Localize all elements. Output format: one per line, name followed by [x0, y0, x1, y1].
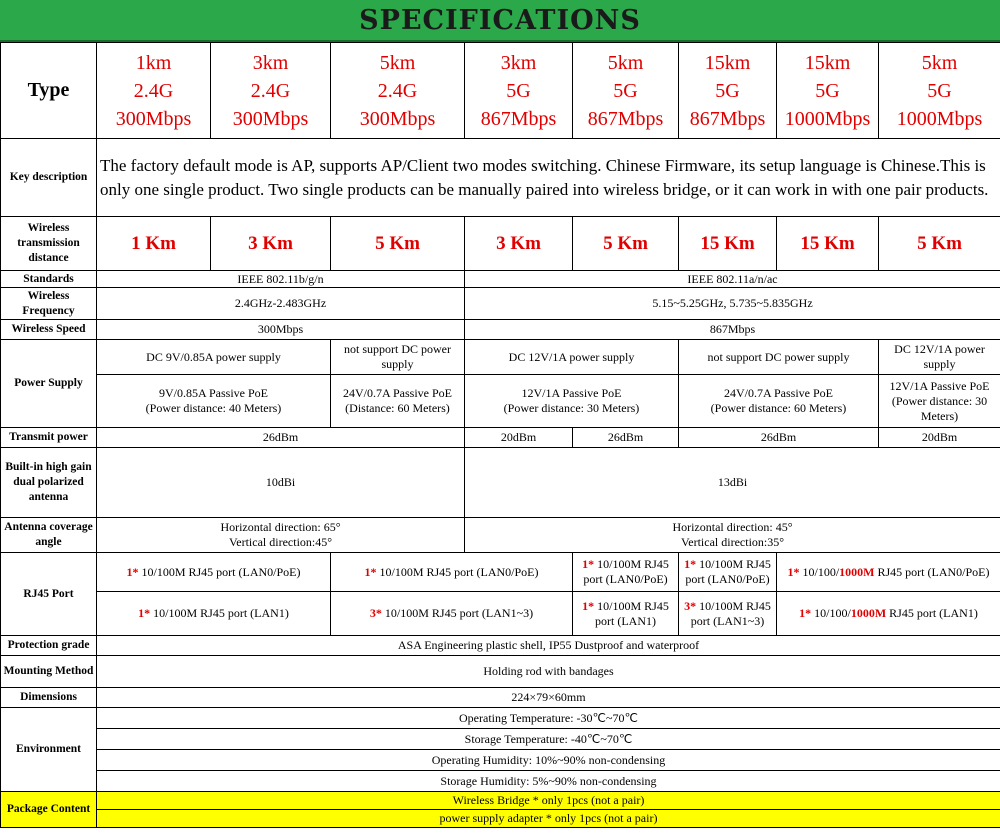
- distance-cell: 5 Km: [879, 217, 1000, 271]
- antenna-5g: 13dBi: [465, 448, 1000, 518]
- antenna-24g: 10dBi: [97, 448, 465, 518]
- speed-24g: 300Mbps: [97, 320, 465, 340]
- power-poe-cell: 12V/1A Passive PoE (Power distance: 30 Meters): [465, 375, 679, 428]
- rj45-row-b: [1, 592, 1000, 636]
- distance-cell: 3 Km: [465, 217, 573, 271]
- row-label-rj45: RJ45 Port: [1, 553, 97, 636]
- row-label-package: Package Content: [1, 792, 97, 828]
- type-cell: 5km 5G 867Mbps: [573, 43, 679, 139]
- power-dc-cell: not support DC power supply: [331, 340, 465, 375]
- type-cell: 15km 5G 867Mbps: [679, 43, 777, 139]
- distance-cell: 1 Km: [97, 217, 211, 271]
- power-poe-cell: 24V/0.7A Passive PoE (Distance: 60 Meters): [331, 375, 465, 428]
- speed-row: [1, 320, 1000, 340]
- key-description-row: [1, 139, 1000, 217]
- power-poe-cell: 12V/1A Passive PoE (Power distance: 30 Meters): [879, 375, 1000, 428]
- protection-row: [1, 636, 1000, 656]
- transmit-cell: 20dBm: [879, 428, 1000, 448]
- power-poe-row: [1, 375, 1000, 428]
- coverage-row: [1, 518, 1000, 553]
- distance-row: [1, 217, 1000, 271]
- type-row: [1, 43, 1000, 139]
- environment-row: [1, 708, 1000, 729]
- power-dc-cell: DC 12V/1A power supply: [465, 340, 679, 375]
- row-label-mounting: Mounting Method: [1, 656, 97, 688]
- transmit-cell: 20dBm: [465, 428, 573, 448]
- rj45-cell: 1* 10/100M RJ45 port (LAN0/PoE): [97, 553, 331, 592]
- rj45-cell: 1* 10/100M RJ45 port (LAN1): [573, 592, 679, 636]
- distance-cell: 3 Km: [211, 217, 331, 271]
- transmit-row: [1, 428, 1000, 448]
- dimensions-row: [1, 688, 1000, 708]
- protection-value: ASA Engineering plastic shell, IP55 Dustproof and waterproof: [97, 636, 1000, 656]
- power-poe-cell: 24V/0.7A Passive PoE (Power distance: 60 Meters): [679, 375, 879, 428]
- type-cell: 3km 2.4G 300Mbps: [211, 43, 331, 139]
- environment-row: [1, 771, 1000, 792]
- distance-cell: 5 Km: [331, 217, 465, 271]
- row-label-standards: Standards: [1, 271, 97, 288]
- environment-value: Storage Temperature: -40℃~70℃: [97, 729, 1000, 750]
- specifications-table: [0, 42, 1000, 828]
- package-item: Wireless Bridge * only 1pcs (not a pair): [97, 792, 1000, 810]
- rj45-cell: 1* 10/100M RJ45 port (LAN0/PoE): [331, 553, 573, 592]
- type-cell: 15km 5G 1000Mbps: [777, 43, 879, 139]
- rj45-cell: 3* 10/100M RJ45 port (LAN1~3): [331, 592, 573, 636]
- standards-row: [1, 271, 1000, 288]
- row-label-power-supply: Power Supply: [1, 340, 97, 428]
- rj45-cell: 1* 10/100M RJ45 port (LAN0/PoE): [679, 553, 777, 592]
- type-cell: 5km 5G 1000Mbps: [879, 43, 1000, 139]
- type-cell: 5km 2.4G 300Mbps: [331, 43, 465, 139]
- environment-value: Storage Humidity: 5%~90% non-condensing: [97, 771, 1000, 792]
- row-label-transmit-power: Transmit power: [1, 428, 97, 448]
- row-label-coverage: Antenna coverage angle: [1, 518, 97, 553]
- row-label-type: Type: [1, 43, 97, 139]
- row-label-frequency: Wireless Frequency: [1, 288, 97, 320]
- power-dc-cell: DC 9V/0.85A power supply: [97, 340, 331, 375]
- environment-row: [1, 729, 1000, 750]
- row-label-dimensions: Dimensions: [1, 688, 97, 708]
- power-dc-cell: DC 12V/1A power supply: [879, 340, 1000, 375]
- coverage-5g: Horizontal direction: 45° Vertical direction:35°: [465, 518, 1000, 553]
- distance-cell: 5 Km: [573, 217, 679, 271]
- transmit-cell: 26dBm: [97, 428, 465, 448]
- page-title: SPECIFICATIONS: [359, 4, 641, 36]
- rj45-cell: 1* 10/100/1000M RJ45 port (LAN1): [777, 592, 1000, 636]
- coverage-24g: Horizontal direction: 65° Vertical direction:45°: [97, 518, 465, 553]
- environment-value: Operating Humidity: 10%~90% non-condensing: [97, 750, 1000, 771]
- key-description-text: The factory default mode is AP, supports AP/Client two modes switching. Chinese Firmware, its setup language is Chinese.This is only one single product. Two single products can be manually paired into wireless bridge, or it can work in with one pair products.: [97, 139, 1000, 217]
- distance-cell: 15 Km: [679, 217, 777, 271]
- package-row: [1, 792, 1000, 810]
- standards-5g: IEEE 802.11a/n/ac: [465, 271, 1000, 288]
- power-dc-row: [1, 340, 1000, 375]
- type-cell: 3km 5G 867Mbps: [465, 43, 573, 139]
- row-label-environment: Environment: [1, 708, 97, 792]
- rj45-cell: 1* 10/100/1000M RJ45 port (LAN0/PoE): [777, 553, 1000, 592]
- speed-5g: 867Mbps: [465, 320, 1000, 340]
- type-cell: 1km 2.4G 300Mbps: [97, 43, 211, 139]
- mounting-row: [1, 656, 1000, 688]
- rj45-cell: 1* 10/100M RJ45 port (LAN1): [97, 592, 331, 636]
- power-dc-cell: not support DC power supply: [679, 340, 879, 375]
- row-label-protection: Protection grade: [1, 636, 97, 656]
- row-label-antenna: Built-in high gain dual polarized antenna: [1, 448, 97, 518]
- environment-value: Operating Temperature: -30℃~70℃: [97, 708, 1000, 729]
- rj45-cell: 3* 10/100M RJ45 port (LAN1~3): [679, 592, 777, 636]
- dimensions-value: 224×79×60mm: [97, 688, 1000, 708]
- standards-24g: IEEE 802.11b/g/n: [97, 271, 465, 288]
- transmit-cell: 26dBm: [573, 428, 679, 448]
- frequency-row: [1, 288, 1000, 320]
- power-poe-cell: 9V/0.85A Passive PoE (Power distance: 40 Meters): [97, 375, 331, 428]
- environment-row: [1, 750, 1000, 771]
- frequency-24g: 2.4GHz-2.483GHz: [97, 288, 465, 320]
- rj45-cell: 1* 10/100M RJ45 port (LAN0/PoE): [573, 553, 679, 592]
- frequency-5g: 5.15~5.25GHz, 5.735~5.835GHz: [465, 288, 1000, 320]
- row-label-key-description: Key description: [1, 139, 97, 217]
- package-item: power supply adapter * only 1pcs (not a pair): [97, 810, 1000, 828]
- transmit-cell: 26dBm: [679, 428, 879, 448]
- package-row: [1, 810, 1000, 828]
- specifications-header: [0, 0, 1000, 42]
- mounting-value: Holding rod with bandages: [97, 656, 1000, 688]
- distance-cell: 15 Km: [777, 217, 879, 271]
- row-label-speed: Wireless Speed: [1, 320, 97, 340]
- row-label-distance: Wireless transmission distance: [1, 217, 97, 271]
- antenna-row: [1, 448, 1000, 518]
- rj45-row-a: [1, 553, 1000, 592]
